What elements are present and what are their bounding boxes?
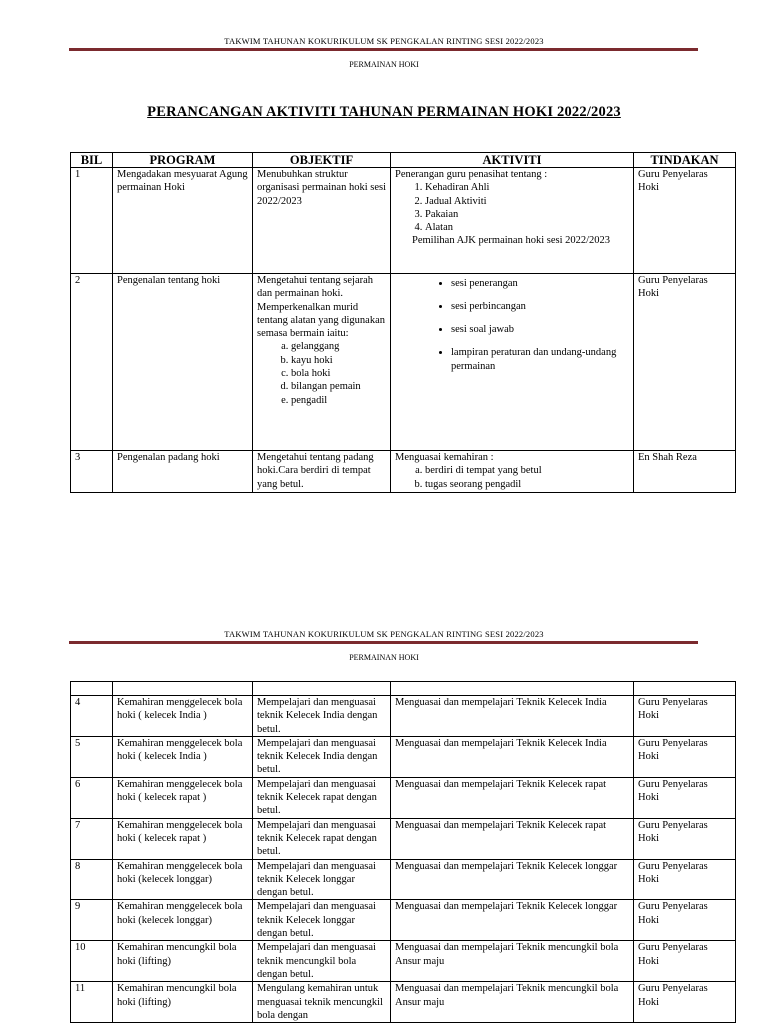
list-item: 1. Kehadiran Ahli [425, 181, 629, 194]
cell-tindakan: Guru Penyelaras Hoki [634, 736, 736, 777]
cell-tindakan: Guru Penyelaras Hoki [634, 168, 736, 274]
table-row [71, 982, 736, 1023]
cell-aktiviti [391, 168, 634, 274]
table-header-row [71, 153, 736, 168]
header-subtitle: PERMAINAN HOKI [349, 653, 419, 662]
cell-bil: 11 [71, 982, 113, 1023]
cell-program: Pengenalan tentang hoki [113, 274, 253, 451]
cell-objektif: Mengulang kemahiran untuk menguasai teknik mencungkil bola dengan [253, 982, 391, 1023]
cell-aktiviti: Menguasai dan mempelajari Teknik Kelecek rapat [391, 777, 634, 818]
table-row [71, 900, 736, 941]
cell-program: Kemahiran menggelecek bola hoki (kelecek longgar) [113, 900, 253, 941]
list-item: • sesi penerangan [451, 277, 629, 291]
cell-program: Kemahiran mencungkil bola hoki (lifting) [113, 982, 253, 1023]
cell-bil: 8 [71, 859, 113, 900]
list-item: e. pengadil [291, 394, 386, 407]
cell-tindakan: En Shah Reza [634, 451, 736, 493]
list-item: b. tugas seorang pengadil [425, 478, 629, 491]
table-row [71, 736, 736, 777]
cell-aktiviti [391, 451, 634, 493]
cell-objektif: Mempelajari dan menguasai teknik Kelecek rapat dengan betul. [253, 818, 391, 859]
table-header-row-empty [71, 682, 736, 696]
cell-tindakan: Guru Penyelaras Hoki [634, 941, 736, 982]
list-item: • lampiran peraturan dan undang-undang permainan [451, 346, 629, 374]
cell-aktiviti [391, 274, 634, 451]
table-row [71, 696, 736, 737]
aktiviti-text: Menguasai dan mempelajari Teknik mencungkil bola [395, 983, 619, 995]
cell-objektif: Mempelajari dan menguasai teknik Kelecek longgar dengan betul. [253, 900, 391, 941]
aktiviti-outro: Pemilihan AJK permainan hoki sesi 2022/2023 [412, 235, 611, 247]
list-item: • sesi perbincangan [451, 300, 629, 314]
list-item: a. gelanggang [291, 340, 386, 353]
table-row [71, 777, 736, 818]
cell-tindakan: Guru Penyelaras Hoki [634, 777, 736, 818]
cell-objektif: Mempelajari dan menguasai teknik Kelecek India dengan betul. [253, 696, 391, 737]
cell-aktiviti: Menguasai dan mempelajari Teknik Kelecek rapat [391, 818, 634, 859]
page-header [0, 36, 768, 69]
header-divider [69, 641, 698, 644]
header-title: TAKWIM TAHUNAN KOKURIKULUM SK PENGKALAN RINTING SESI 2022/2023 [224, 629, 544, 639]
cell-tindakan: Guru Penyelaras Hoki [634, 696, 736, 737]
cell-aktiviti [391, 941, 634, 982]
objektif-intro: Mengetahui tentang sejarah dan permainan hoki. Memperkenalkan murid tentang alatan yang digunakan semasa bermain iaitu: [257, 275, 385, 340]
cell-tindakan: Guru Penyelaras Hoki [634, 818, 736, 859]
cell-aktiviti [391, 982, 634, 1023]
aktiviti-bullets [395, 277, 629, 374]
list-item: 2. Jadual Aktiviti [425, 195, 629, 208]
list-item: b. kayu hoki [291, 354, 386, 367]
cell-aktiviti: Menguasai dan mempelajari Teknik Kelecek longgar [391, 900, 634, 941]
header-title: TAKWIM TAHUNAN KOKURIKULUM SK PENGKALAN RINTING SESI 2022/2023 [224, 36, 544, 46]
cell-objektif: Mengetahui tentang padang hoki.Cara berdiri di tempat yang betul. [253, 451, 391, 493]
table-row [71, 168, 736, 274]
cell-aktiviti: Menguasai dan mempelajari Teknik Kelecek India [391, 736, 634, 777]
aktiviti-list [395, 181, 629, 234]
table-row [71, 818, 736, 859]
list-item: • sesi soal jawab [451, 323, 629, 337]
aktiviti-text: Menguasai dan mempelajari Teknik mencungkil bola [395, 942, 619, 954]
table-row [71, 941, 736, 982]
cell-bil: 4 [71, 696, 113, 737]
cell-program: Kemahiran menggelecek bola hoki ( kelecek rapat ) [113, 777, 253, 818]
cell-tindakan: Guru Penyelaras Hoki [634, 900, 736, 941]
cell-bil: 1 [71, 168, 113, 274]
cell-bil: 2 [71, 274, 113, 451]
header-subtitle: PERMAINAN HOKI [349, 60, 419, 69]
cell-tindakan: Guru Penyelaras Hoki [634, 274, 736, 451]
list-item: a. berdiri di tempat yang betul [425, 464, 629, 477]
aktiviti-intro: Penerangan guru penasihat tentang : [395, 169, 548, 180]
cell-objektif: Mempelajari dan menguasai teknik Kelecek India dengan betul. [253, 736, 391, 777]
activity-plan-table [70, 152, 736, 493]
list-item: d. bilangan pemain [291, 380, 386, 393]
cell-bil: 9 [71, 900, 113, 941]
aktiviti-intro: Menguasai kemahiran : [395, 452, 494, 463]
cell-bil: 10 [71, 941, 113, 982]
cell-program: Pengenalan padang hoki [113, 451, 253, 493]
aktiviti-extra: Ansur maju [395, 996, 445, 1008]
cell-objektif: Mempelajari dan menguasai teknik mencungkil bola dengan betul. [253, 941, 391, 982]
cell-aktiviti: Menguasai dan mempelajari Teknik Kelecek India [391, 696, 634, 737]
list-item: 4. Alatan [425, 221, 629, 234]
list-item: 3. Pakaian [425, 208, 629, 221]
cell-program: Kemahiran menggelecek bola hoki ( kelecek rapat ) [113, 818, 253, 859]
table-row [71, 451, 736, 493]
cell-objektif [253, 274, 391, 451]
cell-program: Kemahiran mencungkil bola hoki (lifting) [113, 941, 253, 982]
cell-objektif: Mempelajari dan menguasai teknik Kelecek rapat dengan betul. [253, 777, 391, 818]
objektif-list [257, 340, 386, 406]
cell-bil: 6 [71, 777, 113, 818]
table-row [71, 274, 736, 451]
document-title: PERANCANGAN AKTIVITI TAHUNAN PERMAINAN HOKI 2022/2023 [147, 104, 621, 120]
column-header-tindakan: TINDAKAN [634, 153, 736, 168]
aktiviti-list [395, 464, 629, 491]
cell-bil: 3 [71, 451, 113, 493]
cell-tindakan: Guru Penyelaras Hoki [634, 982, 736, 1023]
table-row [71, 859, 736, 900]
aktiviti-extra: Ansur maju [395, 955, 445, 967]
cell-objektif: Mempelajari dan menguasai teknik Kelecek longgar dengan betul. [253, 859, 391, 900]
column-header-bil: BIL [71, 153, 113, 168]
cell-program: Mengadakan mesyuarat Agung permainan Hoki [113, 168, 253, 274]
header-divider [69, 48, 698, 51]
column-header-program: PROGRAM [113, 153, 253, 168]
cell-program: Kemahiran menggelecek bola hoki ( kelecek India ) [113, 736, 253, 777]
cell-program: Kemahiran menggelecek bola hoki ( kelecek India ) [113, 696, 253, 737]
column-header-aktiviti: AKTIVITI [391, 153, 634, 168]
cell-objektif: Menubuhkan struktur organisasi permainan hoki sesi 2022/2023 [253, 168, 391, 274]
cell-tindakan: Guru Penyelaras Hoki [634, 859, 736, 900]
cell-bil: 7 [71, 818, 113, 859]
cell-bil: 5 [71, 736, 113, 777]
activity-plan-table-continued [70, 681, 736, 1023]
cell-aktiviti: Menguasai dan mempelajari Teknik Kelecek longgar [391, 859, 634, 900]
page-header [0, 629, 768, 662]
column-header-objektif: OBJEKTIF [253, 153, 391, 168]
list-item: c. bola hoki [291, 367, 386, 380]
cell-program: Kemahiran menggelecek bola hoki (kelecek longgar) [113, 859, 253, 900]
